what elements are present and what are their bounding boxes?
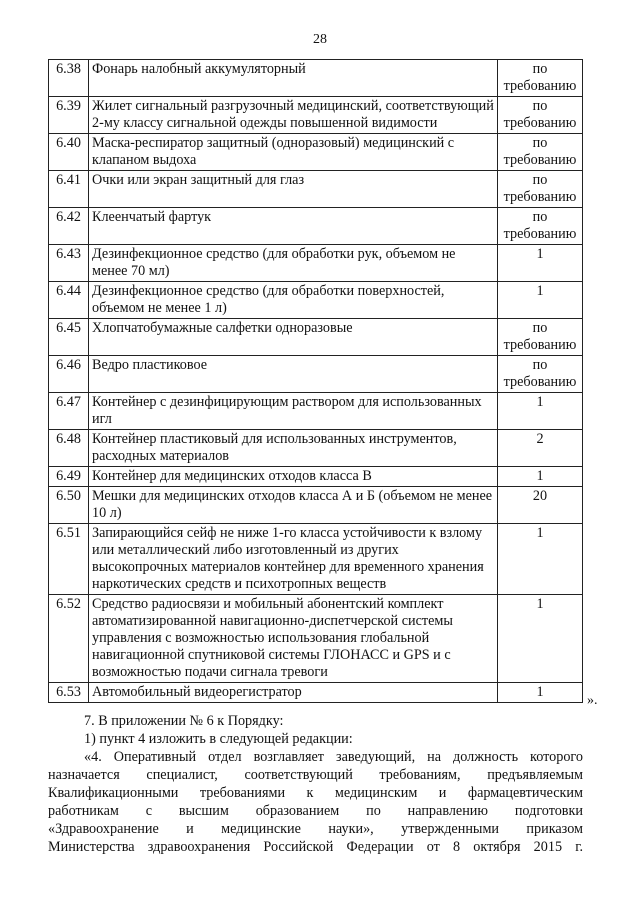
row-number: 6.38: [49, 60, 89, 97]
row-number: 6.42: [49, 208, 89, 245]
item-quantity: 1: [498, 393, 583, 430]
row-number: 6.52: [49, 595, 89, 683]
item-name: Средство радиосвязи и мобильный абонентский комплект автоматизированной навигационно-диспетчерской системы управления с возможностью использования глобальной навигационной спутниковой системы ГЛОНАСС и GPS и с возможностью подачи сигнала тревоги: [89, 595, 498, 683]
row-number: 6.40: [49, 134, 89, 171]
item-name: Хлопчатобумажные салфетки одноразовые: [89, 319, 498, 356]
item-quantity: 1: [498, 524, 583, 595]
row-number: 6.49: [49, 467, 89, 487]
item-name: Контейнер с дезинфицирующим раствором для использованных игл: [89, 393, 498, 430]
row-number: 6.39: [49, 97, 89, 134]
item-name: Контейнер для медицинских отходов класса В: [89, 467, 498, 487]
item-quantity: 1: [498, 245, 583, 282]
table-row: [49, 171, 583, 208]
paragraph-1: 1) пункт 4 изложить в следующей редакции:: [84, 731, 353, 747]
table-row: [49, 683, 583, 703]
item-quantity: по требованию: [498, 208, 583, 245]
row-number: 6.48: [49, 430, 89, 467]
item-name: Жилет сигнальный разгрузочный медицинский, соответствующий 2-му классу сигнальной одежды повышенной видимости: [89, 97, 498, 134]
table-row: [49, 134, 583, 171]
table-row: [49, 393, 583, 430]
item-name: Клеенчатый фартук: [89, 208, 498, 245]
item-quantity: по требованию: [498, 319, 583, 356]
row-number: 6.50: [49, 487, 89, 524]
table-row: [49, 208, 583, 245]
item-name: Контейнер пластиковый для использованных инструментов, расходных материалов: [89, 430, 498, 467]
paragraph-4: [48, 748, 583, 856]
row-number: 6.47: [49, 393, 89, 430]
item-quantity: 20: [498, 487, 583, 524]
row-number: 6.43: [49, 245, 89, 282]
row-number: 6.53: [49, 683, 89, 703]
table-row: [49, 524, 583, 595]
equipment-table-body: [49, 60, 583, 703]
amendment-text: [48, 712, 583, 856]
table-row: [49, 487, 583, 524]
item-name: Дезинфекционное средство (для обработки поверхностей, объемом не менее 1 л): [89, 282, 498, 319]
table-row: [49, 467, 583, 487]
paragraph-4-line: назначается специалист, соответствующий требованиям, предъявляемым: [48, 767, 583, 783]
item-quantity: 2: [498, 430, 583, 467]
row-number: 6.46: [49, 356, 89, 393]
row-number: 6.45: [49, 319, 89, 356]
item-name: Маска-респиратор защитный (одноразовый) медицинский с клапаном выдоха: [89, 134, 498, 171]
item-quantity: 1: [498, 595, 583, 683]
page-number: 28: [313, 32, 327, 47]
closing-quote: ».: [587, 693, 598, 708]
paragraph-4-line: «Здравоохранение и медицинские науки», утвержденными приказом: [48, 821, 583, 837]
item-name: Мешки для медицинских отходов класса А и Б (объемом не менее 10 л): [89, 487, 498, 524]
item-quantity: по требованию: [498, 134, 583, 171]
row-number: 6.41: [49, 171, 89, 208]
item-quantity: по требованию: [498, 97, 583, 134]
equipment-table: [48, 59, 583, 703]
item-name: Дезинфекционное средство (для обработки рук, объемом не менее 70 мл): [89, 245, 498, 282]
table-row: [49, 430, 583, 467]
table-row: [49, 595, 583, 683]
table-row: [49, 356, 583, 393]
row-number: 6.44: [49, 282, 89, 319]
item-quantity: по требованию: [498, 60, 583, 97]
paragraph-4-line: Министерства здравоохранения Российской Федерации от 8 октября 2015 г.: [48, 839, 583, 855]
table-row: [49, 97, 583, 134]
table-row: [49, 282, 583, 319]
table-row: [49, 60, 583, 97]
item-quantity: 1: [498, 282, 583, 319]
item-name: Фонарь налобный аккумуляторный: [89, 60, 498, 97]
paragraph-4-line: Квалификационными требованиями к медицинским и фармацевтическим: [48, 785, 583, 801]
item-name: Очки или экран защитный для глаз: [89, 171, 498, 208]
item-quantity: 1: [498, 683, 583, 703]
item-name: Ведро пластиковое: [89, 356, 498, 393]
item-name: Автомобильный видеорегистратор: [89, 683, 498, 703]
row-number: 6.51: [49, 524, 89, 595]
item-quantity: 1: [498, 467, 583, 487]
paragraph-4-line: работникам с высшим образованием по направлению подготовки: [48, 803, 583, 819]
table-row: [49, 319, 583, 356]
paragraph-4-line: «4. Оперативный отдел возглавляет заведующий, на должность которого: [84, 749, 583, 765]
item-name: Запирающийся сейф не ниже 1-го класса устойчивости к взлому или металлический либо изготовленный из других высокопрочных материалов контейнер для временного хранения наркотических средств и психотропных веществ: [89, 524, 498, 595]
table-row: [49, 245, 583, 282]
paragraph-7: 7. В приложении № 6 к Порядку:: [84, 713, 284, 729]
item-quantity: по требованию: [498, 356, 583, 393]
item-quantity: по требованию: [498, 171, 583, 208]
